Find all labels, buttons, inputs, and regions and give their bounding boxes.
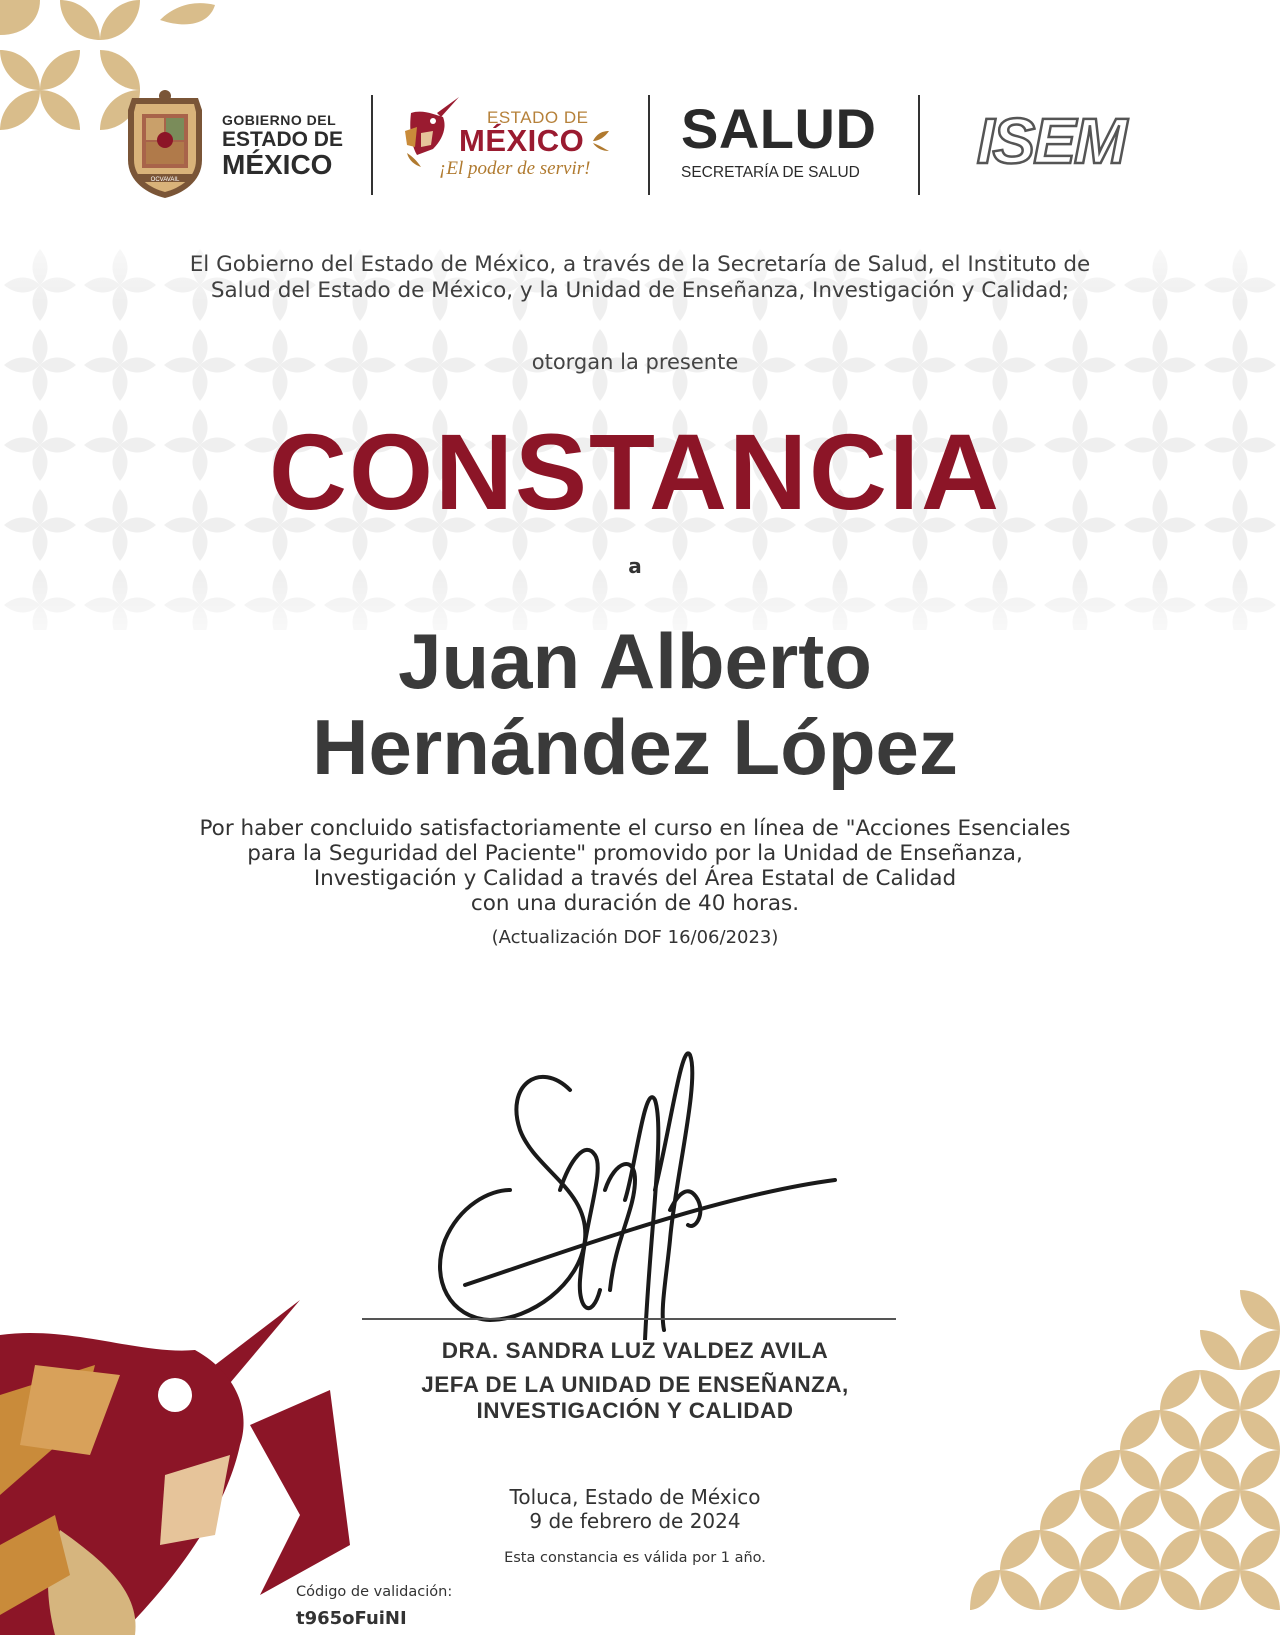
gobierno-line3: MÉXICO (222, 149, 333, 180)
connector-text: a (628, 554, 642, 578)
intro-paragraph (60, 252, 1220, 304)
edomex-slogan: ¡El poder de servir! (439, 158, 591, 179)
description-line: Investigación y Calidad a través del Área Estatal de Calidad (313, 866, 957, 891)
signer-role-line: INVESTIGACIÓN Y CALIDAD (476, 1398, 794, 1423)
coat-of-arms-icon (120, 90, 210, 200)
salud-subtitle: SECRETARÍA DE SALUD (681, 164, 860, 181)
seal-caption: OCVAVAIL (150, 177, 180, 183)
description-line: para la Seguridad del Paciente" promovido por la Unidad de Enseñanza, (247, 841, 1023, 866)
signer-role-line: JEFA DE LA UNIDAD DE ENSEÑANZA, (421, 1372, 849, 1397)
laurel-icon (591, 127, 613, 153)
validation-code-label: Código de validación: (296, 1584, 453, 1600)
recipient-name-line: Hernández López (312, 703, 958, 791)
signer-name: DRA. SANDRA LUZ VALDEZ AVILA (441, 1338, 829, 1363)
validation-code[interactable]: t965oFuiNI (296, 1608, 407, 1629)
salud-logo (648, 85, 918, 205)
logos-header (0, 85, 1280, 205)
description-line: Por haber concluido satisfactoriamente el curso en línea de "Acciones Esenciales (199, 816, 1071, 841)
salud-title: SALUD (681, 97, 877, 160)
handwritten-signature (420, 1040, 860, 1340)
logo-divider (371, 95, 373, 195)
update-note: (Actualización DOF 16/06/2023) (491, 927, 779, 948)
gobierno-line2: ESTADO DE (222, 128, 343, 151)
isem-logo (945, 85, 1165, 205)
recipient-name (0, 618, 1270, 790)
signer-role (0, 1372, 1270, 1424)
gobierno-logo-text (222, 113, 343, 179)
gobierno-line1: GOBIERNO DEL (222, 112, 337, 128)
edomex-main-text: MÉXICO (459, 123, 585, 158)
estado-de-mexico-logo (395, 85, 635, 205)
issue-place-date (0, 1485, 1270, 1533)
validity-note: Esta constancia es válida por 1 año. (504, 1550, 766, 1566)
certificate-title: CONSTANCIA (269, 411, 1001, 532)
isem-logo-text: ISEM (976, 105, 1126, 177)
logo-divider (918, 95, 920, 195)
issue-place: Toluca, Estado de México (509, 1485, 761, 1509)
course-description (80, 816, 1190, 916)
otorgan-text: otorgan la presente (531, 350, 739, 374)
isem-logo-mark (945, 105, 1157, 185)
intro-line: Salud del Estado de México, y la Unidad de Enseñanza, Investigación y Calidad; (210, 278, 1070, 303)
issue-date: 9 de febrero de 2024 (529, 1509, 741, 1533)
edomex-top-text: ESTADO DE (487, 108, 589, 127)
signature-line (362, 1318, 896, 1320)
gobierno-edomex-logo (120, 85, 360, 205)
recipient-name-line: Juan Alberto (398, 617, 872, 705)
intro-line: El Gobierno del Estado de México, a través de la Secretaría de Salud, el Instituto de (189, 252, 1091, 277)
description-line: con una duración de 40 horas. (470, 891, 800, 916)
